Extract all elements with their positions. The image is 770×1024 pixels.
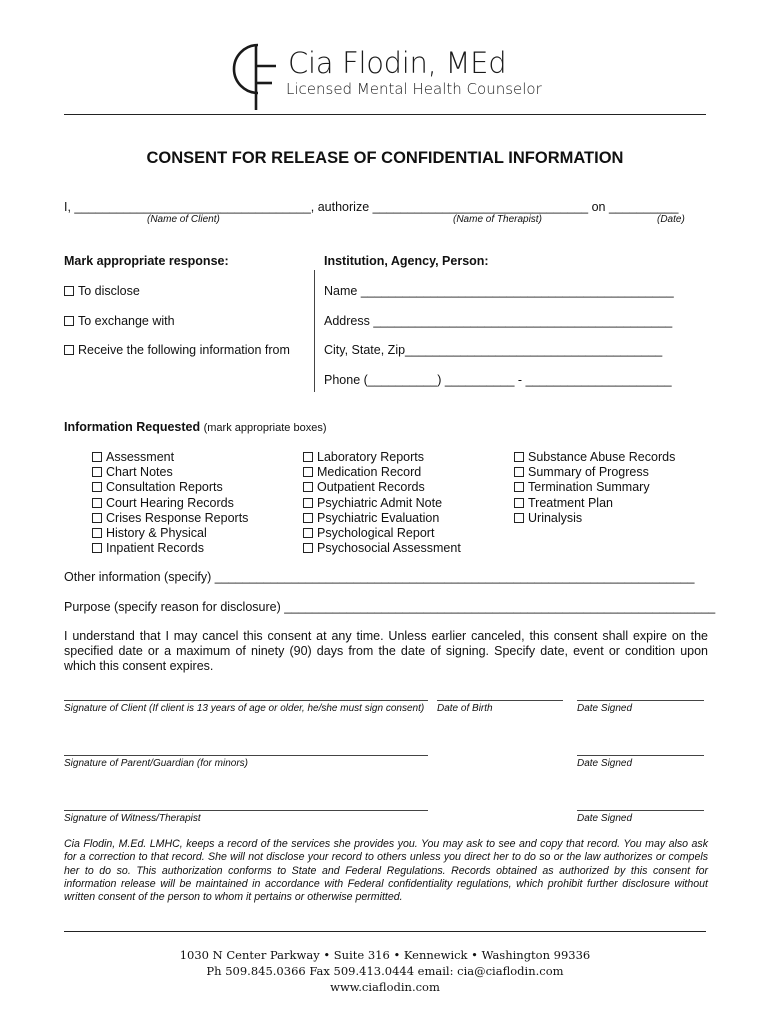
checkbox[interactable] [92, 513, 102, 523]
institution-heading: Institution, Agency, Person: [324, 254, 489, 268]
info-item[interactable] [514, 450, 675, 465]
option-label: To disclose [78, 284, 140, 298]
witness-signature-line[interactable] [64, 810, 428, 811]
info-column-1 [92, 450, 248, 556]
info-column-2 [303, 450, 461, 556]
info-item-label: Laboratory Reports [317, 450, 425, 464]
footer-website[interactable]: www.ciaflodin.com [330, 980, 440, 994]
institution-name-field[interactable]: Name _____________________________________________ [324, 284, 674, 298]
guardian-signature-label: Signature of Parent/Guardian (for minors) [64, 758, 248, 769]
therapist-name-caption: (Name of Therapist) [453, 214, 542, 225]
form-title: CONSENT FOR RELEASE OF CONFIDENTIAL INFORMATION [146, 149, 624, 167]
checkbox[interactable] [303, 528, 313, 538]
info-item-label: Termination Summary [528, 480, 650, 495]
institution-address-field[interactable]: Address ___________________________________________ [324, 314, 673, 328]
info-item-label: Medication Record [317, 465, 422, 480]
response-heading: Mark appropriate response: [64, 254, 229, 268]
checkbox[interactable] [92, 543, 102, 553]
info-item[interactable] [303, 496, 461, 511]
cf-monogram-logo [228, 42, 280, 112]
info-item[interactable] [92, 526, 248, 541]
date-signed-label: Date Signed [577, 703, 633, 714]
checkbox[interactable] [64, 345, 74, 355]
info-item[interactable] [514, 480, 675, 495]
info-item[interactable] [303, 450, 461, 465]
info-item[interactable] [514, 496, 675, 511]
info-item-label: Crises Response Reports [106, 510, 249, 525]
option-label: To exchange with [78, 314, 175, 328]
info-item[interactable] [92, 465, 248, 480]
info-requested-heading [64, 420, 327, 434]
footer-divider [64, 931, 706, 932]
info-item[interactable] [514, 465, 675, 480]
date-signed-label: Date Signed [577, 813, 633, 824]
consent-statement: I understand that I may cancel this consent at any time. Unless earlier canceled, this consent shall expire on the specified date or a maximum of ninety (90) days from the date of signing. Specify date, event or condition upon which this consent expires. [64, 629, 708, 673]
info-item-label: Assessment [106, 450, 175, 464]
info-item-label: Court Hearing Records [106, 495, 234, 510]
records-notice: Cia Flodin, M.Ed. LMHC, keeps a record of the services she provides you. You may ask to see and copy that record. You may also ask for a correction to that record. She will not disclose your record to others unless you direct her to do so or the law authorizes or compels her to do so. This authorization conforms to State and Federal Regulations. Records obtained as authorized by this consent for information release will be maintained in accordance with Federal confidentiality regulations, which prohibit further disclosure without written consent of the person to whom it pertains or otherwise permitted. [64, 838, 708, 904]
dob-line[interactable] [437, 700, 563, 701]
info-item-label: History & Physical [106, 526, 207, 541]
checkbox[interactable] [303, 467, 313, 477]
checkbox[interactable] [514, 513, 524, 523]
info-item[interactable] [92, 511, 248, 526]
info-item[interactable] [92, 480, 248, 495]
date-signed-line[interactable] [577, 700, 704, 701]
info-requested-title: Information Requested [64, 420, 201, 434]
info-item-label: Treatment Plan [528, 495, 613, 510]
footer-address: 1030 N Center Parkway • Suite 316 • Kennewick • Washington 99336 [179, 948, 591, 962]
info-item[interactable] [92, 541, 248, 556]
client-signature-label: Signature of Client (If client is 13 years of age or older, he/she must sign consent) [64, 703, 425, 714]
purpose-field[interactable]: Purpose (specify reason for disclosure) ______________________________________________________________ [64, 600, 716, 614]
checkbox[interactable] [92, 498, 102, 508]
info-item[interactable] [303, 541, 461, 556]
checkbox[interactable] [64, 316, 74, 326]
institution-phone-field[interactable]: Phone (__________) __________ - _____________________ [324, 373, 672, 387]
institution-city-field[interactable]: City, State, Zip_____________________________________ [324, 343, 663, 357]
date-signed-label: Date Signed [577, 758, 633, 769]
checkbox[interactable] [92, 467, 102, 477]
info-item-label: Inpatient Records [106, 541, 204, 556]
info-item[interactable] [514, 511, 675, 526]
info-item[interactable] [303, 526, 461, 541]
date-caption: (Date) [657, 214, 685, 225]
footer-contact: Ph 509.845.0366 Fax 509.413.0444 email: cia@ciaflodin.com [206, 964, 564, 978]
info-item-label: Outpatient Records [317, 480, 425, 495]
client-signature-line[interactable] [64, 700, 428, 701]
info-item-label: Psychiatric Admit Note [317, 495, 443, 510]
response-option-receive[interactable] [64, 343, 290, 357]
info-item-label: Consultation Reports [106, 480, 223, 495]
info-item[interactable] [303, 465, 461, 480]
info-item-label: Psychological Report [317, 526, 435, 541]
checkbox[interactable] [303, 513, 313, 523]
other-information-field[interactable]: Other information (specify) _____________________________________________________________________ [64, 570, 695, 584]
info-item[interactable] [303, 480, 461, 495]
dob-label: Date of Birth [437, 703, 493, 714]
info-item[interactable] [303, 511, 461, 526]
client-name-caption: (Name of Client) [147, 214, 220, 225]
checkbox[interactable] [92, 482, 102, 492]
date-signed-line[interactable] [577, 755, 704, 756]
checkbox[interactable] [514, 482, 524, 492]
info-item[interactable] [92, 496, 248, 511]
info-item-label: Substance Abuse Records [528, 450, 676, 464]
authorization-line[interactable]: I, __________________________________, authorize _______________________________ on __________ [64, 200, 679, 214]
checkbox[interactable] [514, 452, 524, 462]
checkbox[interactable] [92, 452, 102, 462]
checkbox[interactable] [514, 467, 524, 477]
info-item-label: Psychiatric Evaluation [317, 510, 440, 525]
option-label: Receive the following information from [78, 343, 290, 357]
response-option-disclose[interactable] [64, 284, 140, 298]
logo-subtitle: Licensed Mental Health Counselor [286, 80, 542, 98]
checkbox[interactable] [92, 528, 102, 538]
info-item-label: Summary of Progress [528, 465, 649, 480]
witness-signature-label: Signature of Witness/Therapist [64, 813, 201, 824]
logo-name: Cia Flodin, MEd [288, 46, 507, 80]
guardian-signature-line[interactable] [64, 755, 428, 756]
checkbox[interactable] [514, 498, 524, 508]
checkbox[interactable] [303, 482, 313, 492]
info-item-label: Chart Notes [106, 465, 173, 480]
info-requested-hint: (mark appropriate boxes) [203, 422, 327, 434]
checkbox[interactable] [303, 498, 313, 508]
info-column-3 [514, 450, 675, 526]
info-item-label: Psychosocial Assessment [317, 541, 461, 556]
checkbox[interactable] [303, 543, 313, 553]
info-item[interactable] [92, 450, 248, 465]
checkbox[interactable] [64, 286, 74, 296]
date-signed-line[interactable] [577, 810, 704, 811]
column-divider [314, 270, 315, 392]
info-item-label: Urinalysis [528, 510, 583, 525]
response-option-exchange[interactable] [64, 314, 175, 328]
checkbox[interactable] [303, 452, 313, 462]
header-divider [64, 114, 706, 115]
